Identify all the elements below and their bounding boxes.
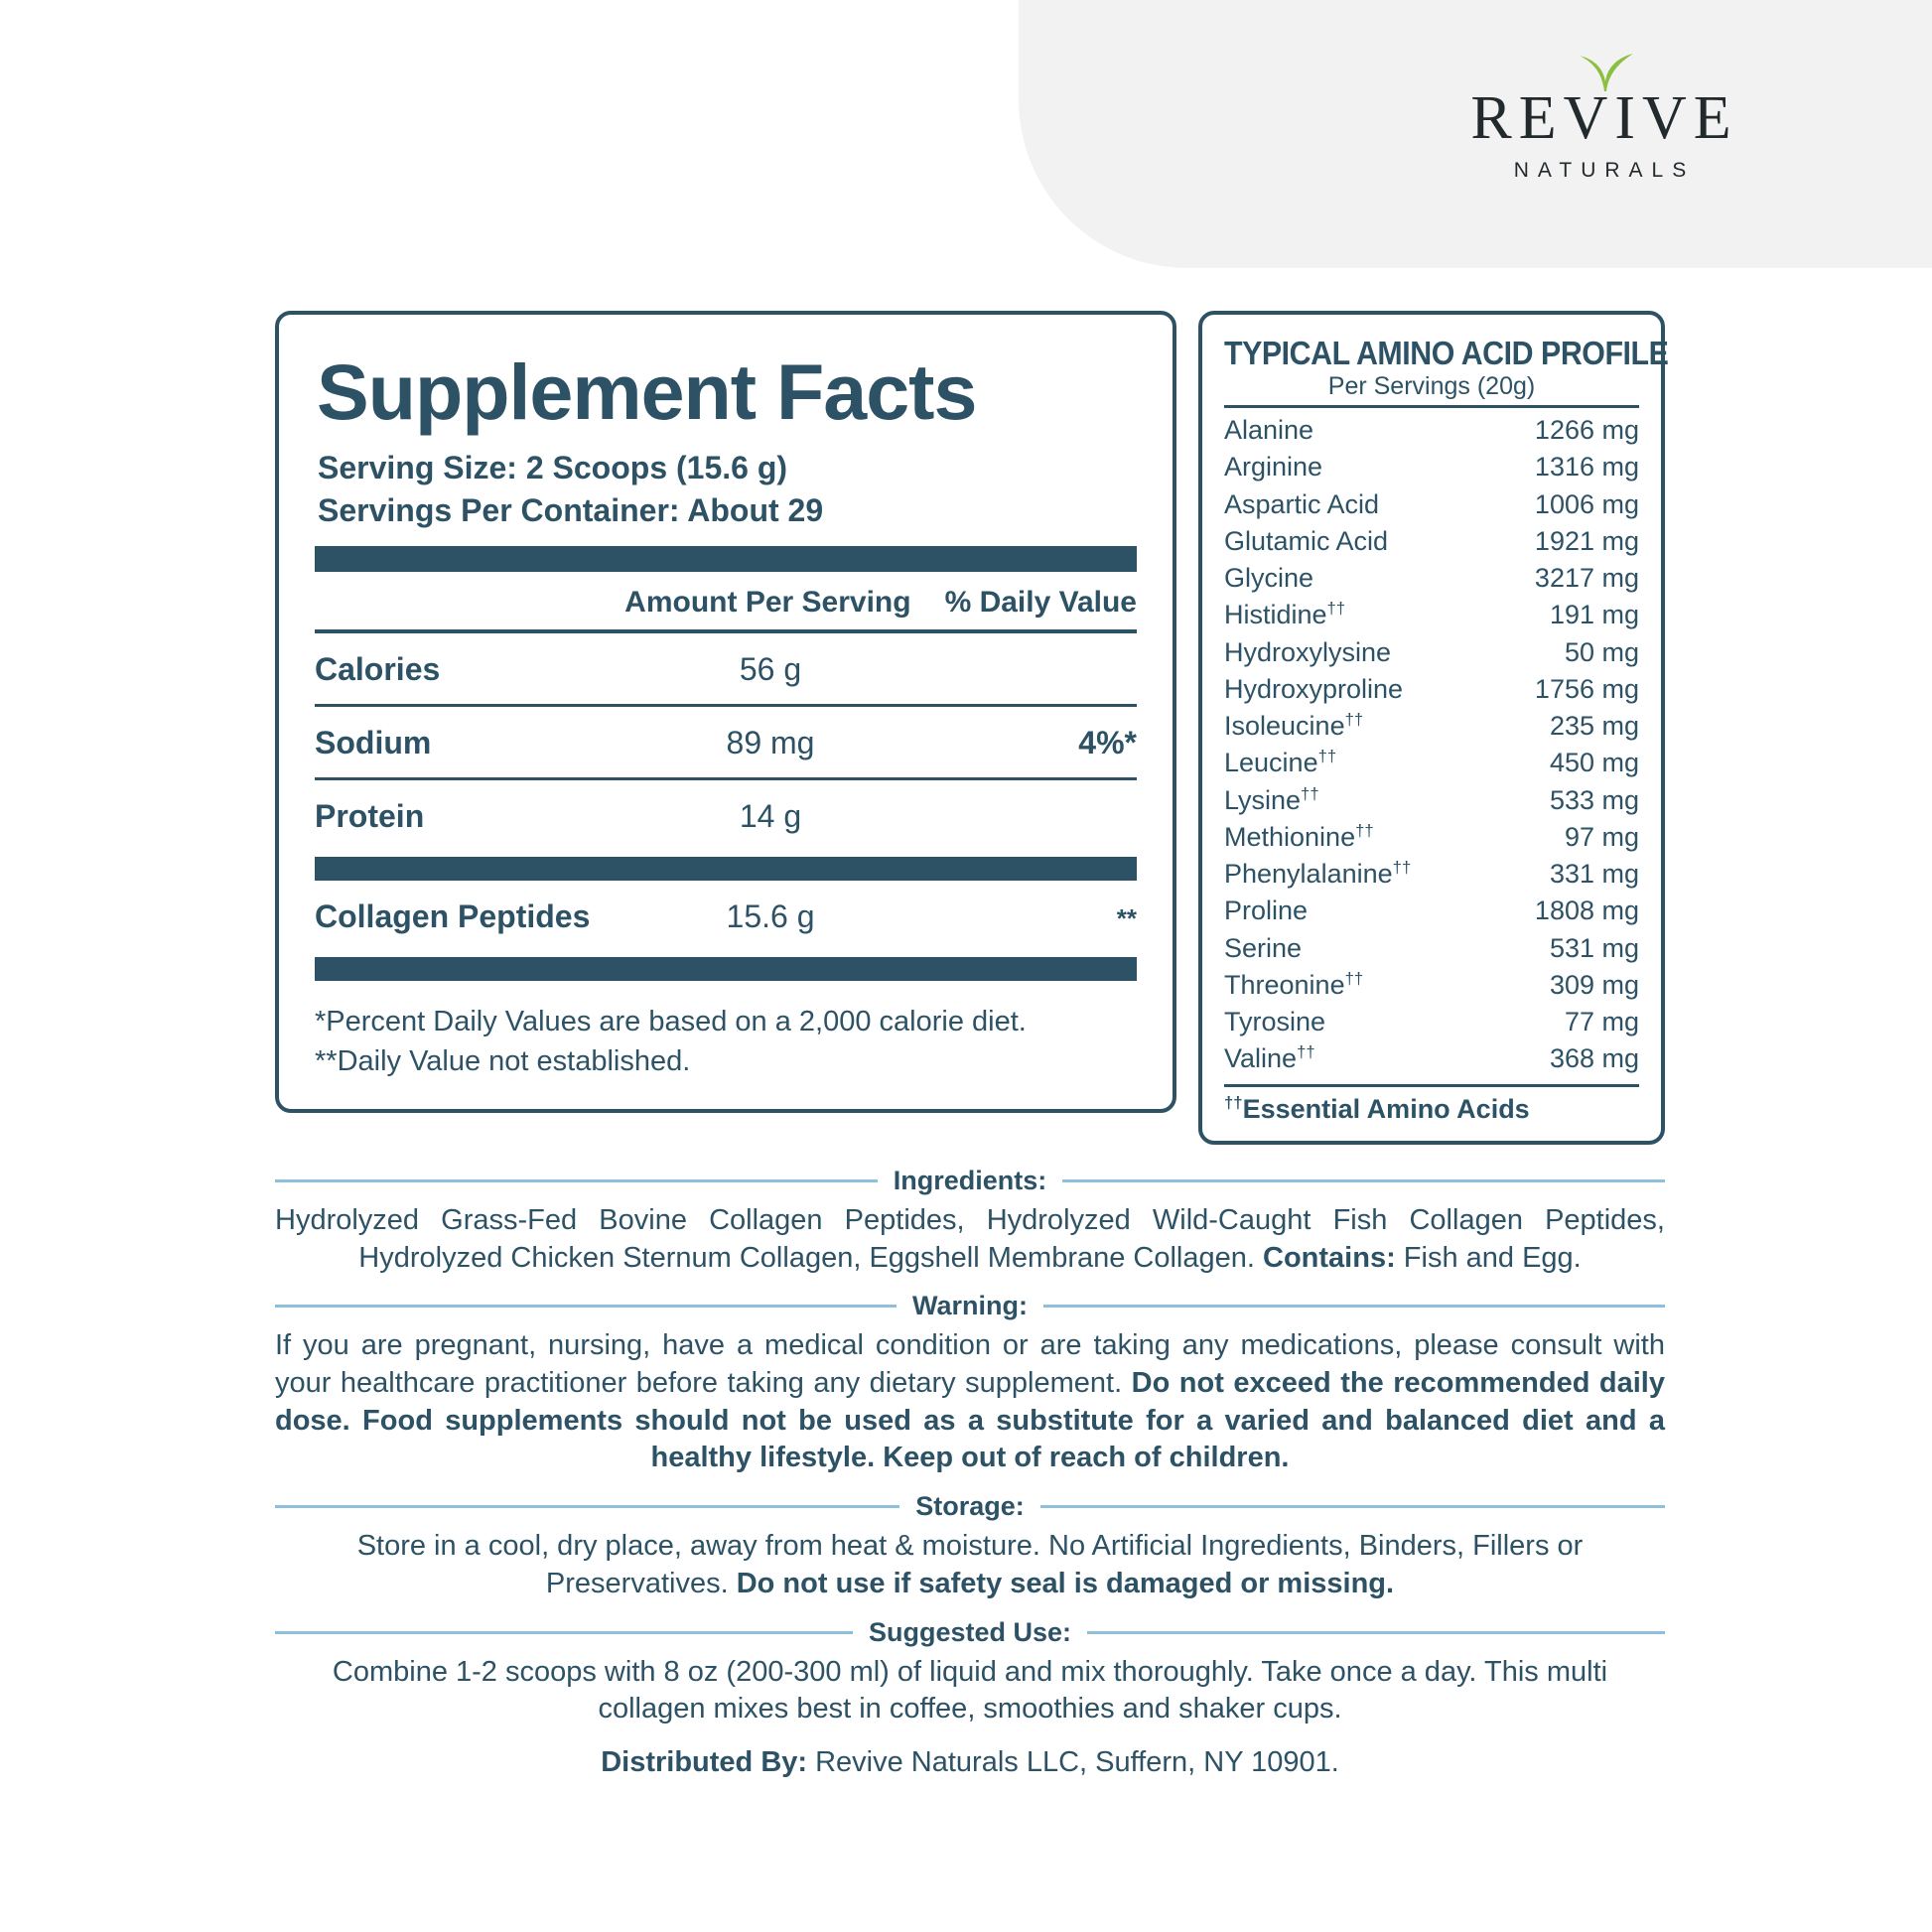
amino-row <box>1224 819 1639 856</box>
amino-value: 1316 mg <box>1534 452 1639 483</box>
amino-name: Serine <box>1224 932 1303 963</box>
amino-name: Phenylalanine†† <box>1224 858 1412 889</box>
table-row <box>315 633 1137 707</box>
amino-value: 77 mg <box>1564 1007 1639 1036</box>
amino-value: 331 mg <box>1549 859 1639 889</box>
amino-row <box>1224 449 1639 485</box>
amino-name: Alanine <box>1224 415 1314 445</box>
amino-value: 1921 mg <box>1534 525 1639 556</box>
section-label: Storage: <box>915 1491 1025 1522</box>
section-label: Warning: <box>912 1291 1028 1321</box>
amino-row <box>1224 782 1639 819</box>
amino-row <box>1224 708 1639 745</box>
amino-value: 1006 mg <box>1534 488 1639 519</box>
amino-row <box>1224 412 1639 449</box>
storage-text: Store in a cool, dry place, away from heat & moisture. No Artificial Ingredients, Binders, Fillers or Preservatives. Do not use if safety seal is damaged or missing. <box>356 1530 1584 1599</box>
amino-row <box>1224 1004 1639 1040</box>
footnote-not-established: **Daily Value not established. <box>315 1044 691 1077</box>
distributed-by: Distributed By: Revive Naturals LLC, Suffern, NY 10901. <box>601 1745 1339 1778</box>
amino-value: 368 mg <box>1549 1043 1639 1074</box>
ingredients-text: Hydrolyzed Grass-Fed Bovine Collagen Peptides, Hydrolyzed Wild-Caught Fish Collagen Peptides, Hydrolyzed Chicken Sternum Collagen, Eggshell Membrane Collagen. Contains: Fish and Egg. <box>275 1204 1665 1274</box>
amino-name: Threonine†† <box>1224 968 1364 1000</box>
essential-marker: †† <box>1326 599 1346 619</box>
facts-panels <box>275 311 1669 1145</box>
brand-subtitle: NATURALS <box>1513 159 1696 182</box>
amino-value: 3217 mg <box>1534 563 1639 593</box>
amino-value: 1808 mg <box>1534 896 1639 926</box>
amino-value: 1266 mg <box>1534 415 1639 445</box>
essential-marker: †† <box>1224 1092 1243 1112</box>
nutrient-dv: 4%* <box>1078 725 1137 761</box>
warning-text: If you are pregnant, nursing, have a medical condition or are taking any medications, please consult with your healthcare practitioner before taking any dietary supplement. Do not exceed the recommended daily dose. Food supplements should not be used as a substitute for a varied and balanced diet and a healthy lifestyle. Keep out of reach of children. <box>275 1329 1665 1474</box>
amino-value: 533 mg <box>1549 784 1639 815</box>
essential-marker: †† <box>1392 858 1412 877</box>
essential-marker: †† <box>1297 1042 1315 1062</box>
amino-row <box>1224 523 1639 560</box>
amino-row <box>1224 745 1639 781</box>
rule-right <box>1040 1505 1665 1508</box>
amino-row <box>1224 967 1639 1004</box>
amino-row <box>1224 930 1639 967</box>
section-header-storage <box>275 1491 1665 1522</box>
section-header-ingredients <box>275 1166 1665 1196</box>
section-header-suggested-use <box>275 1617 1665 1648</box>
nutrient-name: Calories <box>315 651 441 688</box>
nutrient-amount: 89 mg <box>726 725 815 761</box>
amino-footer: ††Essential Amino Acids <box>1224 1084 1639 1125</box>
amino-acid-panel <box>1198 311 1669 1145</box>
supplement-facts-panel <box>275 311 1176 1113</box>
nutrient-amount: 56 g <box>739 651 802 688</box>
info-sections <box>275 1152 1665 1779</box>
table-row <box>315 780 1137 851</box>
amino-value: 191 mg <box>1549 600 1639 630</box>
amino-name: Aspartic Acid <box>1224 488 1380 519</box>
essential-marker: †† <box>1301 783 1319 803</box>
amino-name: Histidine†† <box>1224 599 1346 630</box>
divider-bar-top <box>315 546 1137 572</box>
serving-size: Serving Size: 2 Scoops (15.6 g) <box>318 450 788 485</box>
amino-value: 450 mg <box>1549 748 1639 778</box>
nutrient-name: Protein <box>315 798 425 835</box>
nutrient-amount: 14 g <box>739 798 802 835</box>
nutrient-name: Collagen Peptides <box>315 898 591 935</box>
amino-row <box>1224 560 1639 597</box>
amino-row <box>1224 597 1639 633</box>
nutrient-amount: 15.6 g <box>726 898 815 935</box>
rule-left <box>275 1631 853 1634</box>
amino-value: 309 mg <box>1549 969 1639 1000</box>
essential-marker: †† <box>1355 820 1374 840</box>
section-label: Suggested Use: <box>868 1616 1072 1647</box>
amino-panel-title: TYPICAL AMINO ACID PROFILE <box>1224 335 1669 371</box>
table-row-highlight <box>315 881 1137 951</box>
nutrient-name: Sodium <box>315 725 432 761</box>
amino-name: Tyrosine <box>1224 1007 1326 1036</box>
essential-marker: †† <box>1317 747 1337 766</box>
amino-value: 531 mg <box>1549 932 1639 963</box>
amino-name: Proline <box>1224 896 1309 926</box>
amino-row <box>1224 634 1639 671</box>
amino-name: Isoleucine†† <box>1224 710 1364 741</box>
amino-value: 1756 mg <box>1534 673 1639 704</box>
amino-name: Methionine†† <box>1224 820 1374 852</box>
servings-per-container: Servings Per Container: About 29 <box>318 492 824 529</box>
page-title: Supplement Facts <box>317 347 977 436</box>
amino-name: Glycine <box>1224 563 1314 593</box>
amino-row <box>1224 856 1639 893</box>
rule-left <box>275 1179 878 1182</box>
amino-name: Hydroxylysine <box>1224 636 1392 667</box>
amino-name: Valine†† <box>1224 1042 1315 1074</box>
amino-row <box>1224 1040 1639 1077</box>
rule-left <box>275 1305 897 1308</box>
amino-name: Arginine <box>1224 452 1323 483</box>
amino-name: Hydroxyproline <box>1224 673 1404 704</box>
rule-right <box>1043 1305 1665 1308</box>
amino-row <box>1224 671 1639 708</box>
amino-value: 97 mg <box>1564 821 1639 852</box>
amino-row <box>1224 486 1639 523</box>
table-row <box>315 707 1137 780</box>
essential-marker: †† <box>1344 968 1364 988</box>
column-daily-value: % Daily Value <box>944 586 1137 620</box>
rule-right <box>1087 1631 1665 1634</box>
brand-name: REVIVE <box>1470 84 1738 152</box>
amino-value: 50 mg <box>1564 636 1639 667</box>
amino-panel-subtitle: Per Servings (20g) <box>1224 372 1639 408</box>
section-header-warning <box>275 1291 1665 1321</box>
amino-name: Lysine†† <box>1224 783 1319 815</box>
amino-row <box>1224 893 1639 929</box>
rule-right <box>1062 1179 1665 1182</box>
rule-left <box>275 1505 899 1508</box>
suggested-use-text: Combine 1-2 scoops with 8 oz (200-300 ml) of liquid and mix thoroughly. Take once a day. This multi collagen mixes best in coffee, smoothies and shaker cups. <box>332 1655 1608 1725</box>
divider-bar-mid <box>315 857 1137 881</box>
table-header-row <box>315 572 1137 633</box>
amino-name: Glutamic Acid <box>1224 525 1389 556</box>
nutrient-dv: ** <box>1116 903 1137 934</box>
column-amount-per-serving: Amount Per Serving <box>624 586 911 620</box>
section-label: Ingredients: <box>893 1166 1047 1195</box>
amino-name: Leucine†† <box>1224 747 1337 778</box>
amino-value: 235 mg <box>1549 711 1639 741</box>
brand-logo <box>1396 52 1813 183</box>
footnote-daily-value: *Percent Daily Values are based on a 2,000 calorie diet. <box>315 1006 1027 1038</box>
divider-bar-bottom <box>315 957 1137 981</box>
essential-marker: †† <box>1344 710 1364 729</box>
